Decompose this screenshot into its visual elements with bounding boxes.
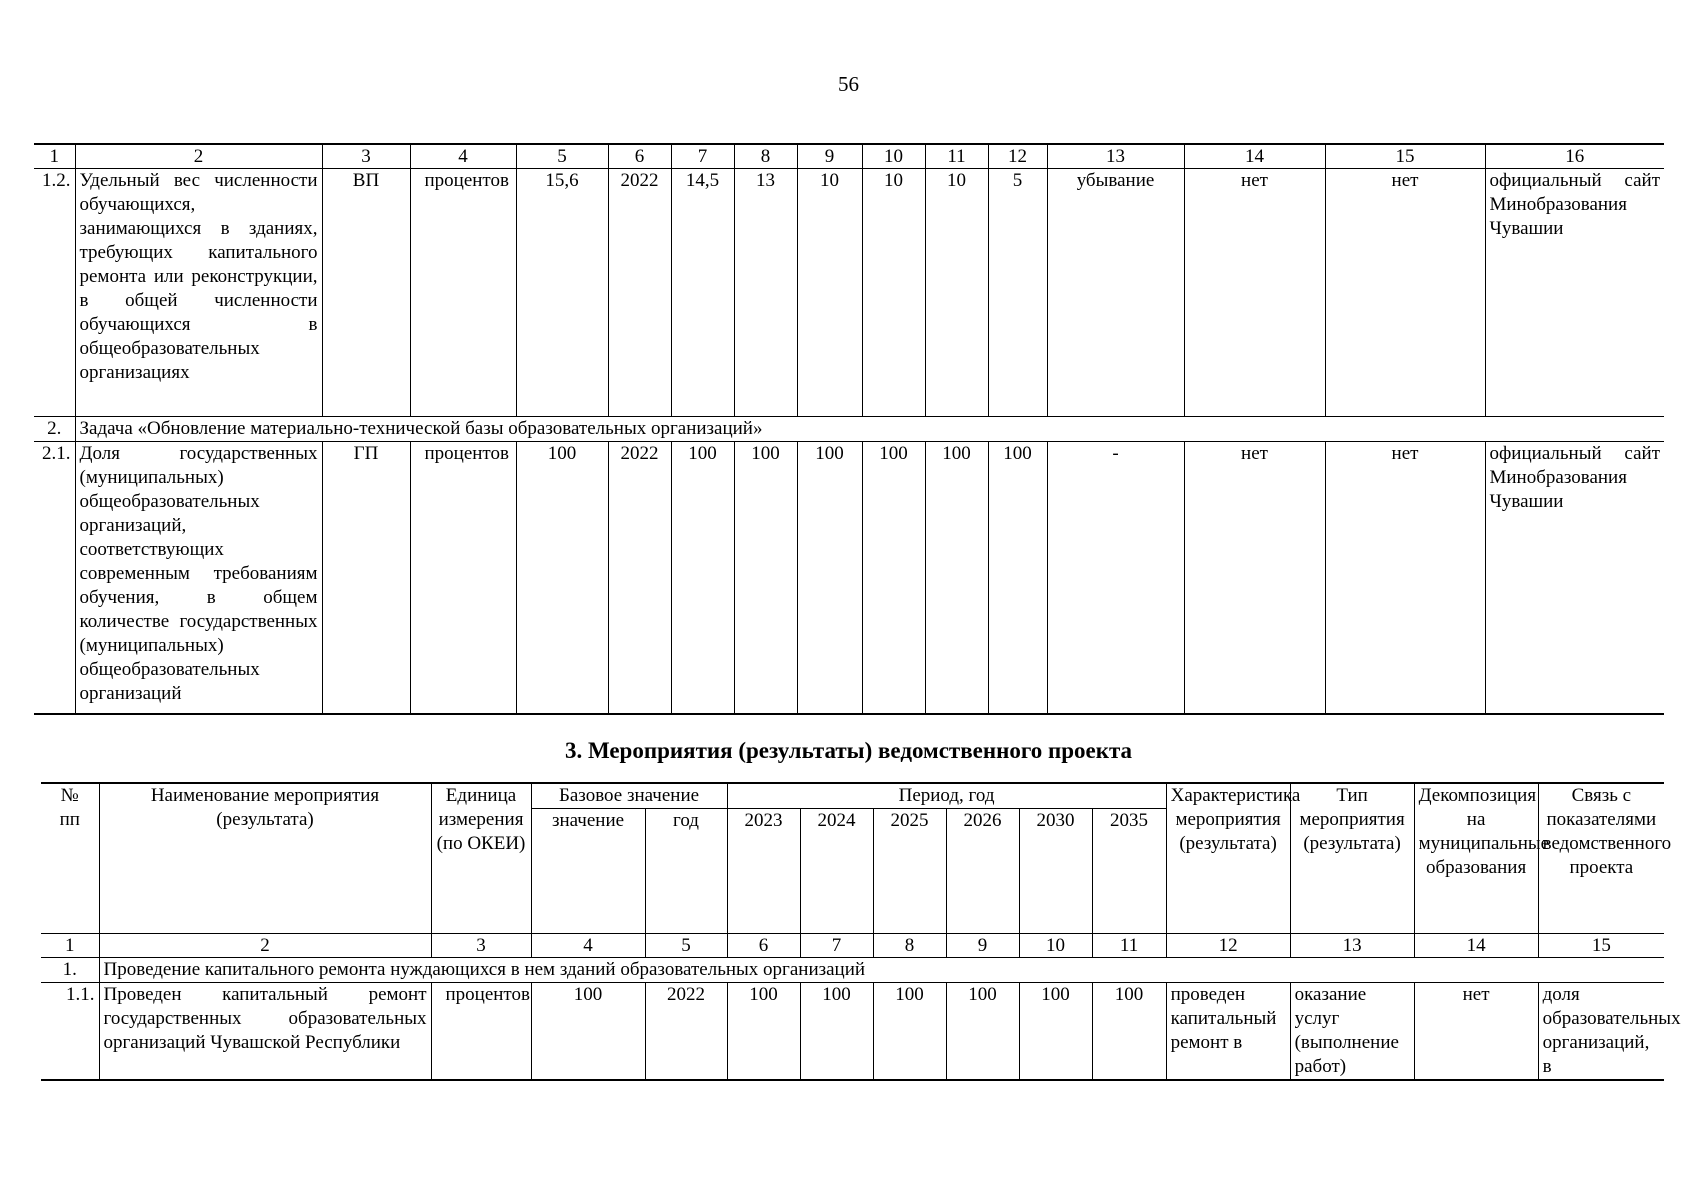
value-2024: 13	[734, 169, 797, 417]
col-14-value: нет	[1184, 442, 1325, 714]
header-row	[41, 783, 1664, 809]
column-numbers-row	[34, 144, 1664, 169]
col-14-value: нет	[1184, 169, 1325, 417]
measures-table	[41, 782, 1681, 1081]
header-link: Связь с показателями ведомственного проекта	[1538, 783, 1664, 934]
column-number: 7	[800, 934, 873, 958]
column-number: 2	[75, 144, 322, 169]
row-number: 1.	[41, 958, 99, 983]
trend: -	[1047, 442, 1184, 714]
column-number: 4	[531, 934, 645, 958]
value-2035: 5	[988, 169, 1047, 417]
column-number: 3	[322, 144, 410, 169]
header-base-value: значение	[531, 809, 645, 934]
header-base: Базовое значение	[531, 783, 727, 809]
column-number: 11	[1092, 934, 1166, 958]
column-number: 8	[734, 144, 797, 169]
header-decomposition: Декомпозиция на муниципальные образования	[1414, 783, 1538, 934]
header-year: 2023	[727, 809, 800, 934]
header-year: 2035	[1092, 809, 1166, 934]
col-15-value: нет	[1325, 442, 1485, 714]
source: официальный сайт Минобразования Чувашии	[1485, 169, 1664, 417]
value-2024: 100	[734, 442, 797, 714]
base-value: 100	[516, 442, 608, 714]
column-number: 13	[1047, 144, 1184, 169]
indicators-table	[34, 143, 1664, 715]
base-year: 2022	[608, 442, 671, 714]
column-number: 2	[99, 934, 431, 958]
task-row	[34, 417, 1664, 442]
base-year: 2022	[608, 169, 671, 417]
table-row	[41, 983, 1664, 1081]
table-row	[34, 442, 1664, 714]
task-text: Задача «Обновление материально-технической базы образовательных организаций»	[75, 417, 1664, 442]
column-number: 6	[727, 934, 800, 958]
task-text: Проведение капитального ремонта нуждающихся в нем зданий образовательных организаций	[99, 958, 1664, 983]
value-2025: 10	[797, 169, 862, 417]
header-year: 2030	[1019, 809, 1092, 934]
column-number: 9	[946, 934, 1019, 958]
value-2025: 100	[797, 442, 862, 714]
column-number: 15	[1325, 144, 1485, 169]
header-characteristic: Характеристика мероприятия (результата)	[1166, 783, 1290, 934]
column-number: 11	[925, 144, 988, 169]
value-2026: 100	[946, 983, 1019, 1081]
column-number: 1	[34, 144, 75, 169]
header-type: Тип мероприятия (результата)	[1290, 783, 1414, 934]
header-year: 2025	[873, 809, 946, 934]
row-number: 1.2.	[34, 169, 75, 417]
characteristic: проведен капитальный ремонт в	[1166, 983, 1290, 1081]
column-number: 12	[1166, 934, 1290, 958]
header-base-year: год	[645, 809, 727, 934]
indicator-link: доля образовательных организаций, в	[1538, 983, 1664, 1081]
value-2023: 100	[671, 442, 734, 714]
indicator-name: Доля государственных (муниципальных) общеобразовательных организаций, соответствующих современным требованиям обучения, в общем количестве государственных (муниципальных) общеобразовательных организаций	[75, 442, 322, 714]
section-title: 3. Мероприятия (результаты) ведомственного проекта	[564, 738, 1133, 763]
column-number: 5	[645, 934, 727, 958]
table-row	[34, 169, 1664, 417]
column-number: 8	[873, 934, 946, 958]
value-2023: 100	[727, 983, 800, 1081]
column-numbers-row	[41, 934, 1664, 958]
column-number: 6	[608, 144, 671, 169]
value-2026: 100	[862, 442, 925, 714]
header-year: 2026	[946, 809, 1019, 934]
row-number: 1.1.	[41, 983, 99, 1081]
indicator-type: ВП	[322, 169, 410, 417]
base-value: 15,6	[516, 169, 608, 417]
value-2025: 100	[873, 983, 946, 1081]
column-number: 16	[1485, 144, 1664, 169]
column-number: 5	[516, 144, 608, 169]
value-2035: 100	[988, 442, 1047, 714]
source: официальный сайт Минобразования Чувашии	[1485, 442, 1664, 714]
column-number: 9	[797, 144, 862, 169]
column-number: 14	[1184, 144, 1325, 169]
column-number: 7	[671, 144, 734, 169]
unit: процентов	[410, 169, 516, 417]
header-name: Наименование мероприятия (результата)	[99, 783, 431, 934]
column-number: 10	[1019, 934, 1092, 958]
header-year: 2024	[800, 809, 873, 934]
column-number: 15	[1538, 934, 1664, 958]
header-unit: Единица измерения (по ОКЕИ)	[431, 783, 531, 934]
header-period: Период, год	[727, 783, 1166, 809]
row-number: 2.1.	[34, 442, 75, 714]
value-2035: 100	[1092, 983, 1166, 1081]
value-2023: 14,5	[671, 169, 734, 417]
base-value: 100	[531, 983, 645, 1081]
column-number: 12	[988, 144, 1047, 169]
unit: процентов	[410, 442, 516, 714]
column-number: 3	[431, 934, 531, 958]
column-number: 13	[1290, 934, 1414, 958]
measure-name: Проведен капитальный ремонт государственных образовательных организаций Чувашской Республики	[99, 983, 431, 1081]
task-row	[41, 958, 1664, 983]
unit: процентов	[431, 983, 531, 1081]
column-number: 1	[41, 934, 99, 958]
col-15-value: нет	[1325, 169, 1485, 417]
row-number: 2.	[34, 417, 75, 442]
decomposition: нет	[1414, 983, 1538, 1081]
indicator-type: ГП	[322, 442, 410, 714]
value-2030: 100	[1019, 983, 1092, 1081]
indicator-name: Удельный вес численности обучающихся, занимающихся в зданиях, требующих капитального ремонта или реконструкции, в общей численности обучающихся в общеобразовательных организациях	[75, 169, 322, 417]
header-num: № пп	[41, 783, 99, 934]
column-number: 14	[1414, 934, 1538, 958]
value-2026: 10	[862, 169, 925, 417]
value-2030: 10	[925, 169, 988, 417]
page-number: 56	[838, 72, 859, 96]
trend: убывание	[1047, 169, 1184, 417]
column-number: 4	[410, 144, 516, 169]
base-year: 2022	[645, 983, 727, 1081]
measure-type: оказание услуг (выполнение работ)	[1290, 983, 1414, 1081]
column-number: 10	[862, 144, 925, 169]
value-2024: 100	[800, 983, 873, 1081]
value-2030: 100	[925, 442, 988, 714]
